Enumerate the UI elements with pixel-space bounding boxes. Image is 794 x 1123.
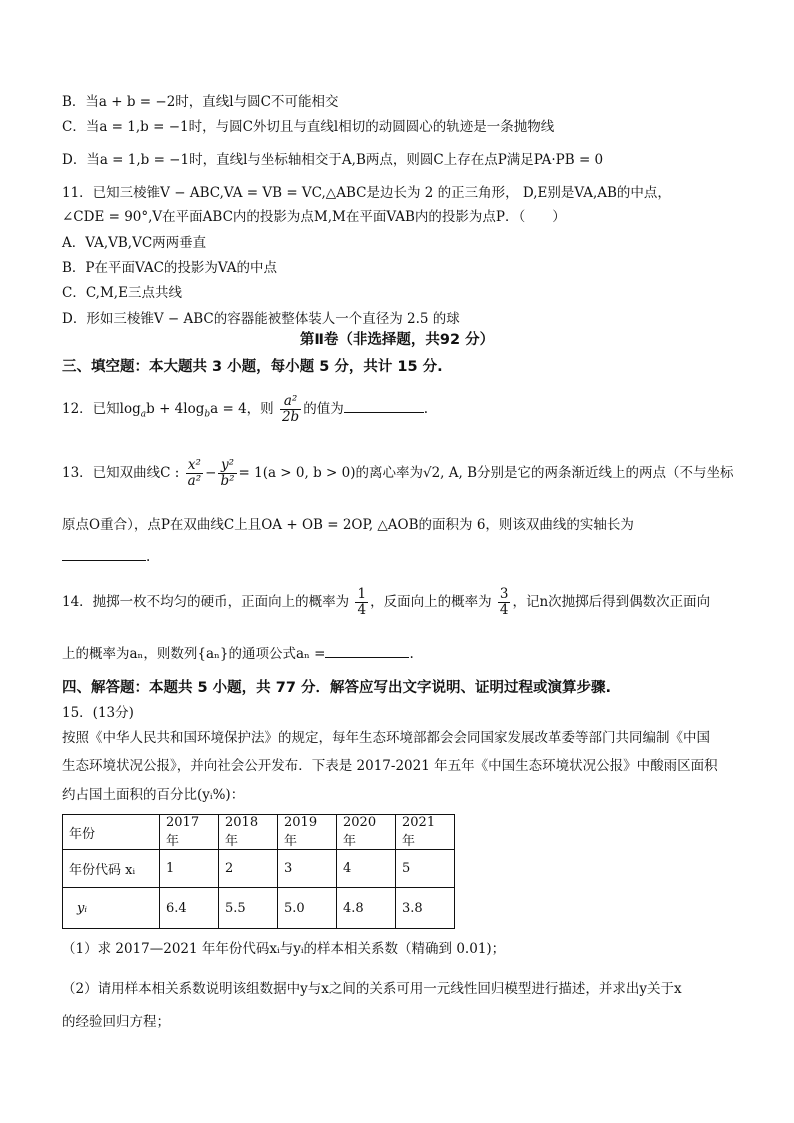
- section4-heading: 四、解答题：本题共 5 小题，共 77 分．解答应写出文字说明、证明过程或演算步骤.: [62, 680, 611, 696]
- q13-mid: = 1(a > 0, b > 0)的离心率为√2, A, B分别是它的两条渐近线上的两点（不与坐标: [238, 465, 734, 481]
- q10-option-c: C．当a = 1,b = −1时，与圆C外切且与直线l相切的动圆圆心的轨迹是一条抛物线: [62, 119, 555, 135]
- q15-subquestion-1: （1）求 2017—2021 年年份代码xᵢ与yᵢ的样本相关系数（精确到 0.01)；: [62, 941, 506, 957]
- q13-pre: 13．已知双曲线C :: [62, 465, 180, 481]
- q12-end: .: [423, 401, 428, 417]
- q13-fraction-y-den: b²: [220, 473, 235, 489]
- q13-fraction-x-den: a²: [187, 473, 202, 489]
- q15-paragraph-line2: 生态环境状况公报》，并向社会公开发布．下表是 2017-2021 年五年《中国生态环境状况公报》中酸雨区面积: [62, 758, 718, 774]
- q14-line2: [62, 645, 414, 663]
- q14-fraction-heads: [355, 587, 368, 618]
- q13-fraction-y-num: y²: [218, 458, 236, 474]
- table-cell: 1: [160, 850, 219, 888]
- table-cell: 5.0: [278, 888, 337, 929]
- q15-paragraph-line1: 按照《中华人民共和国环境保护法》的规定，每年生态环境部都会会同国家发展改革委等部门共同编制《中国: [62, 730, 710, 746]
- q14-line2-text: 上的概率为aₙ，则数列{aₙ}的通项公式aₙ =: [62, 646, 326, 662]
- q14-post: ，记n次抛掷后得到偶数次正面向: [512, 594, 711, 610]
- q14-end: .: [409, 646, 414, 662]
- q11-option-b: B．P在平面VAC的投影为VA的中点: [62, 260, 277, 276]
- q11-option-a: A．VA,VB,VC两两垂直: [62, 235, 207, 251]
- table-cell: 2020 年: [337, 815, 396, 850]
- q14-mid: ，反面向上的概率为: [370, 594, 492, 610]
- q12-answer-blank: [344, 412, 424, 413]
- q11-option-c: C．C,M,E三点共线: [62, 285, 182, 301]
- q15-subquestion-2-line2: 的经验回归方程；: [62, 1014, 170, 1030]
- q13-line2: [62, 516, 634, 534]
- q13-fraction-y: [218, 458, 236, 489]
- q13-line2a: 原点O重合），点P在双曲线C上且: [62, 517, 262, 533]
- table-cell: 2021 年: [396, 815, 455, 850]
- table-row: [63, 888, 455, 929]
- q13-line1: 13．已知双曲线C : $\frac{\text{x²}}{\text{a²}}$ − $\frac{\text{y²}}{\text{b²}}$ = 1(a > 0, b > 0)的离心率为√2, A, B分别是它的两条渐近线上的两点（不与坐标: [62, 457, 734, 489]
- q11-stem-line1: 11．已知三棱锥V − ABC,VA = VB = VC,△ABC是边长为 2 的正三角形， D,E别是VA,AB的中点，: [62, 185, 671, 201]
- section3-heading: 三、填空题：本大题共 3 小题，每小题 5 分，共计 15 分.: [62, 359, 443, 375]
- q13-end: .: [146, 549, 151, 565]
- table-row-label: yᵢ: [63, 888, 160, 929]
- q12-pre: 12．已知log: [62, 401, 141, 417]
- table-cell: 5: [396, 850, 455, 888]
- table-row-label: 年份: [63, 815, 160, 850]
- table-cell: 2: [219, 850, 278, 888]
- q13-line2b: OA + OB = 2OP, △AOB的面积为 6，则该双曲线的实轴长为: [261, 517, 634, 533]
- table-cell: 4.8: [337, 888, 396, 929]
- part2-title: 第Ⅱ卷（非选择题，共92 分）: [299, 332, 495, 348]
- table-row: [63, 815, 455, 850]
- q15-heading: 15．(13分): [62, 705, 134, 721]
- table-cell: 2018 年: [219, 815, 278, 850]
- q14-fraction-tails-num: 3: [499, 586, 509, 602]
- q11-option-d: D．形如三棱锥V − ABC的容器能被整体装人一个直径为 2.5 的球: [62, 311, 460, 327]
- q12-mid: b + 4log: [146, 401, 205, 417]
- q14-fraction-tails: [498, 587, 511, 618]
- q14-pre: 14．抛掷一枚不均匀的硬币，正面向上的概率为: [62, 594, 350, 610]
- table-cell: 3: [278, 850, 337, 888]
- table-row: [63, 850, 455, 888]
- table-cell: 4: [337, 850, 396, 888]
- q11-stem-line2: ∠CDE = 90°,V在平面ABC内的投影为点M,M在平面VAB内的投影为点P．（ ）: [62, 209, 566, 225]
- q15-subquestion-2-line1: （2）请用样本相关系数说明该组数据中y与x之间的关系可用一元线性回归模型进行描述，并求出y关于x: [62, 981, 682, 997]
- q14-fraction-heads-num: 1: [357, 586, 367, 602]
- q14-line1: [62, 583, 710, 621]
- q12: 12．已知$\log_ab + 4\log_ba = 4$，则 $\frac{\text{a²}}{2b}$ 的值为 .: [62, 393, 428, 425]
- q12-post: a = 4，则: [210, 401, 274, 417]
- q15-paragraph-line3: 约占国土面积的百分比(yᵢ%)：: [62, 787, 245, 803]
- table-cell: 2019 年: [278, 815, 337, 850]
- q12-denominator: 2b: [281, 409, 300, 425]
- q13-line3: [62, 548, 150, 566]
- q13-answer-blank: [62, 560, 146, 561]
- q14-answer-blank: [325, 657, 409, 658]
- q13-fraction-x: [186, 458, 203, 489]
- q12-tail: 的值为: [303, 401, 344, 417]
- q10-option-b: B．当a + b = −2时，直线l与圆C不可能相交: [62, 94, 339, 110]
- table-cell: 3.8: [396, 888, 455, 929]
- table-row-label: 年份代码 xᵢ: [63, 850, 160, 888]
- q10-option-d: D．当a = 1,b = −1时，直线l与坐标轴相交于A,B两点，则圆C上存在点P满足PA·PB = 0: [62, 152, 604, 168]
- q12-numerator: a²: [280, 394, 301, 410]
- table-cell: 6.4: [160, 888, 219, 929]
- q14-fraction-heads-den: 4: [357, 602, 367, 618]
- table-cell: 5.5: [219, 888, 278, 929]
- q12-fraction: [280, 394, 301, 425]
- q15-data-table: [62, 814, 455, 929]
- table-cell: 2017 年: [160, 815, 219, 850]
- q13-fraction-x-num: x²: [186, 458, 203, 474]
- q14-fraction-tails-den: 4: [499, 602, 509, 618]
